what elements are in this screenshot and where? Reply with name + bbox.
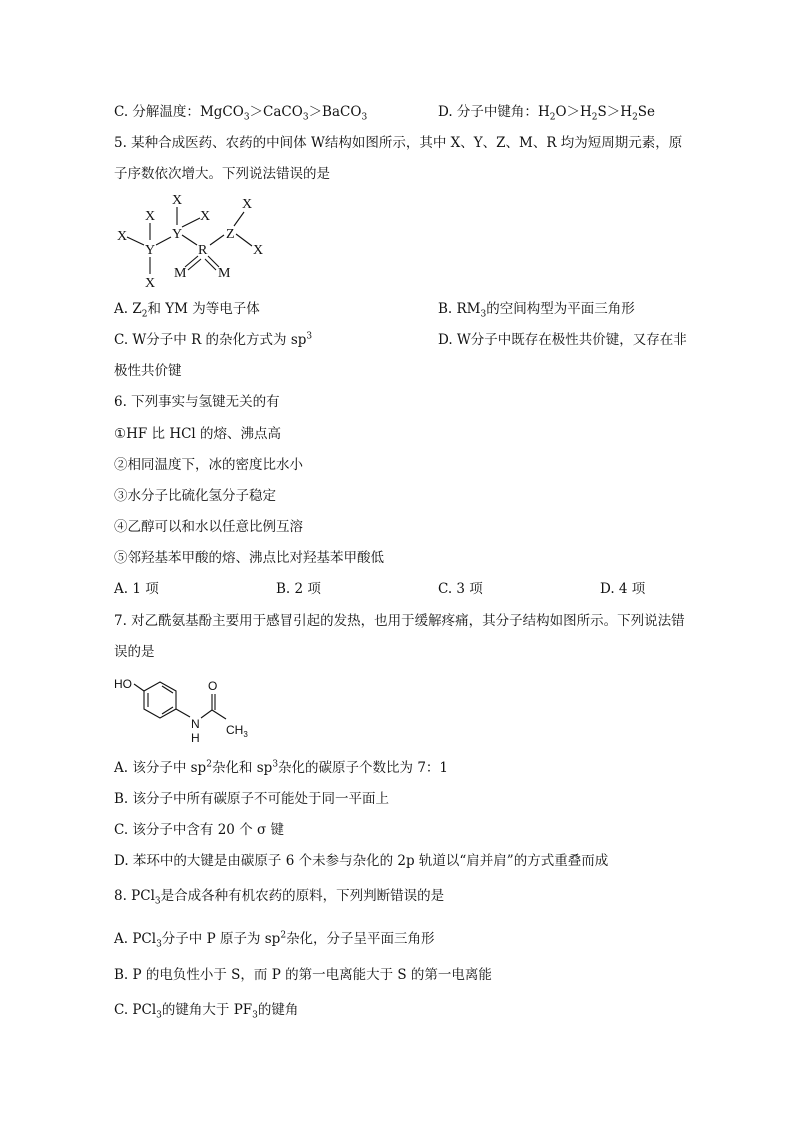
bond bbox=[182, 235, 197, 245]
q8-option-b: B. P 的电负性小于 S，而 P 的第一电离能大于 S 的第一电离能 bbox=[114, 967, 492, 983]
q6-option-b: B. 2 项 bbox=[276, 581, 321, 597]
atom-z: Z bbox=[226, 227, 235, 242]
bond bbox=[210, 235, 224, 245]
bond-double bbox=[185, 256, 198, 267]
bond-double bbox=[208, 256, 219, 267]
ring-double-bond bbox=[162, 686, 173, 693]
atom-x: X bbox=[117, 229, 128, 244]
q6-option-d: D. 4 项 bbox=[600, 581, 646, 597]
q6-item: ⑤邻羟基苯甲酸的熔、沸点比对羟基苯甲酸低 bbox=[114, 550, 384, 566]
q7-stem-line2: 误的是 bbox=[114, 644, 155, 660]
bond-c-ch3 bbox=[212, 710, 226, 719]
q7-option-c: C. 该分子中含有 20 个 σ 键 bbox=[114, 822, 284, 838]
q8-stem: 8. PCl$_3$是合成各种有机农药的原料，下列判断错误的是 bbox=[114, 888, 445, 907]
atom-y: Y bbox=[145, 243, 156, 258]
atom-x: X bbox=[172, 193, 183, 208]
label-o: O bbox=[208, 679, 218, 693]
q4-option-c: C. 分解温度：MgCO$_3$＞CaCO$_3$＞BaCO$_3$ bbox=[114, 104, 368, 123]
q7-stem-line1: 7. 对乙酰氨基酚主要用于感冒引起的发热，也用于缓解疼痛，其分子结构如图所示。下列说法错 bbox=[114, 613, 685, 629]
atom-x: X bbox=[145, 209, 156, 224]
atom-x: X bbox=[145, 276, 156, 291]
q5-option-b: B. $RM_3$的空间构型为平面三角形 bbox=[438, 301, 635, 320]
q6-item: ③水分子比硫化氢分子稳定 bbox=[114, 488, 276, 504]
atom-m: M bbox=[218, 266, 231, 281]
q5-option-d-line1: D. W分子中既存在极性共价键，又存在非 bbox=[438, 332, 687, 348]
q6-item: ①HF 比 HCl 的熔、沸点高 bbox=[114, 426, 282, 442]
bond bbox=[127, 237, 144, 245]
q7-molecule-structure bbox=[112, 672, 252, 746]
q5-option-a: A. $Z_2$和 YM 为等电子体 bbox=[114, 301, 260, 320]
atom-r: R bbox=[198, 243, 208, 258]
q7-option-a: A. 该分子中 $sp^2$杂化和 $sp^3$杂化的碳原子个数比为 7：1 bbox=[114, 759, 449, 776]
bond bbox=[156, 237, 171, 245]
q7-option-d: D. 苯环中的大键是由碳原子 6 个未参与杂化的 2p 轨道以“肩并肩”的方式重叠而成 bbox=[114, 853, 609, 869]
bond-c-n bbox=[176, 709, 190, 717]
bond-n-c bbox=[201, 710, 212, 718]
q6-item: ④乙醇可以和水以任意比例互溶 bbox=[114, 519, 303, 535]
q5-structure-w bbox=[112, 190, 282, 292]
atom-x: X bbox=[200, 209, 211, 224]
atom-x: X bbox=[242, 197, 253, 212]
label-ho: HO bbox=[114, 677, 132, 691]
q5-option-d-line2: 极性共价键 bbox=[114, 363, 182, 379]
benzene-ring bbox=[144, 682, 176, 718]
q6-stem: 6. 下列事实与氢键无关的有 bbox=[114, 394, 280, 410]
q8-option-a: A. PCl$_3$分子中 P 原子为 $sp^2$杂化，分子呈平面三角形 bbox=[114, 930, 435, 950]
bond bbox=[182, 218, 200, 227]
q5-stem-line2: 子序数依次增大。下列说法错误的是 bbox=[114, 166, 330, 182]
label-ch3: $CH_3$ bbox=[226, 723, 248, 739]
atom-x: X bbox=[253, 243, 264, 258]
bond bbox=[236, 234, 252, 246]
q6-option-a: A. 1 项 bbox=[114, 581, 159, 597]
q7-option-b: B. 该分子中所有碳原子不可能处于同一平面上 bbox=[114, 791, 390, 807]
q5-option-c: C. W分子中 R 的杂化方式为 $sp^3$ bbox=[114, 331, 313, 348]
q5-stem-line1: 5. 某种合成医药、农药的中间体 W结构如图所示，其中 X、Y、Z、M、R 均为短周期元素，原 bbox=[114, 135, 683, 151]
q4-option-d: D. 分子中键角：$H_2O>H_2S>H_2Se$ bbox=[438, 104, 656, 123]
q8-option-c: C. PCl$_3$的键角大于 $PF_3$的键角 bbox=[114, 1002, 299, 1021]
q6-option-c: C. 3 项 bbox=[438, 581, 483, 597]
ring-double-bond bbox=[162, 707, 173, 714]
bond-double bbox=[188, 259, 201, 270]
atom-m: M bbox=[174, 266, 187, 281]
label-h: H bbox=[191, 731, 200, 745]
q6-item: ②相同温度下，冰的密度比水小 bbox=[114, 457, 303, 473]
label-n: N bbox=[191, 717, 200, 731]
bond bbox=[234, 212, 244, 226]
bond-double bbox=[205, 259, 216, 270]
bond-ho bbox=[134, 684, 144, 691]
atom-y: Y bbox=[172, 227, 183, 242]
